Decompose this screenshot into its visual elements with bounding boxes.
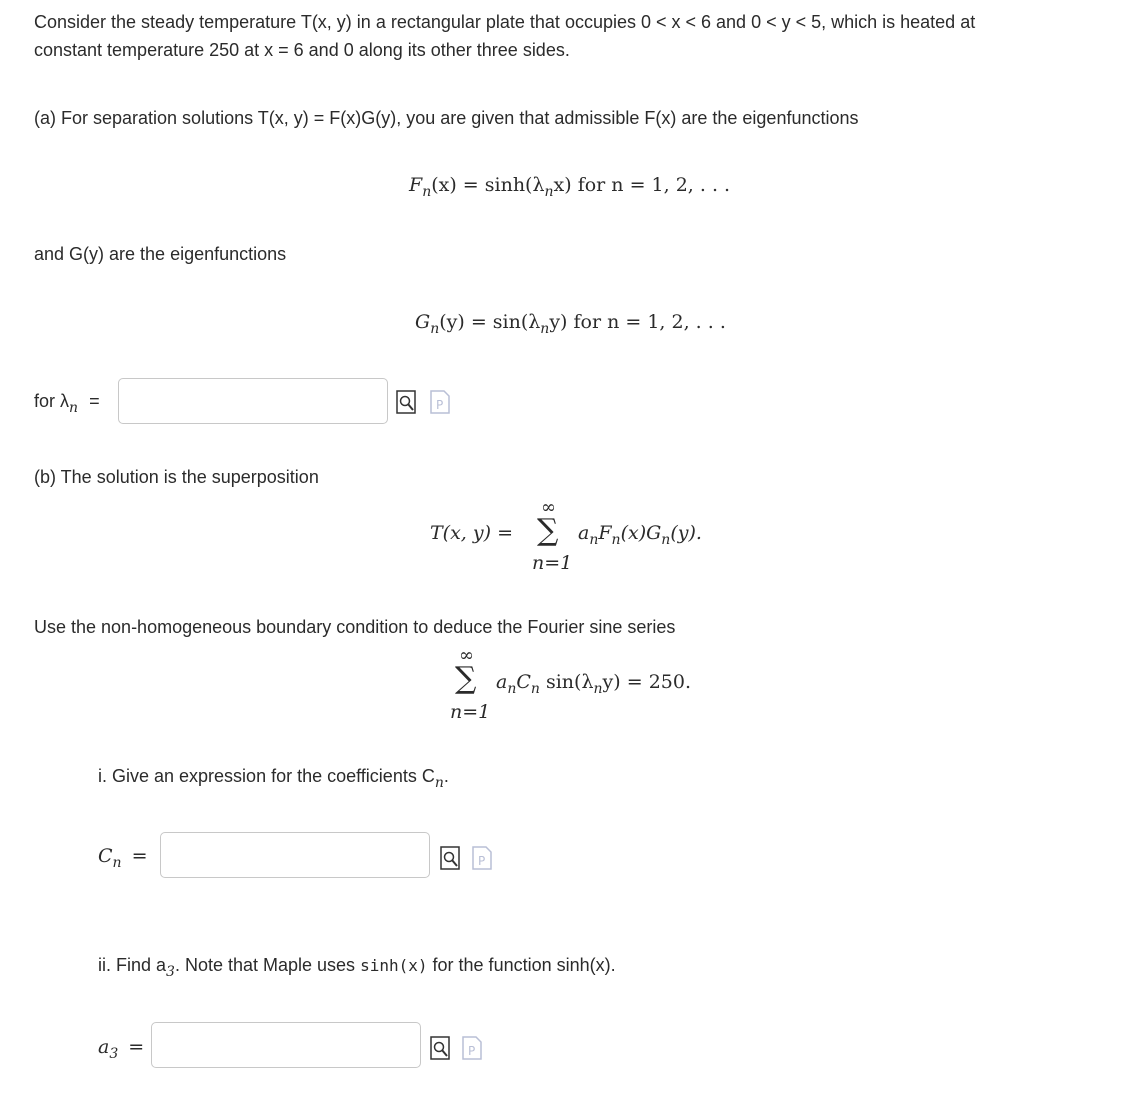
f-subscript: n — [422, 184, 432, 200]
sum-lhs — [430, 522, 513, 544]
fourier-c-sub: n — [530, 681, 540, 697]
maple-syntax-icon[interactable] — [430, 390, 450, 414]
fourier-bottom-limit: n=1 — [450, 701, 491, 723]
svg-text:P: P — [468, 1044, 476, 1058]
maple-syntax-icon[interactable] — [472, 846, 492, 870]
fourier-lambda-sub: n — [593, 681, 603, 697]
a3-label — [98, 1036, 145, 1062]
sum-term — [578, 522, 702, 548]
part-a-text: (a) For separation solutions T(x, y) = F(x)G(y), you are given that admissible F(x) are the eigenfunctions — [34, 108, 859, 128]
preview-icon[interactable] — [396, 390, 416, 414]
sum-lhs-text: T(x, y) = — [430, 522, 513, 544]
f-eq-rest: (x) = sinh(λ — [431, 174, 545, 196]
maple-syntax-icon[interactable] — [462, 1036, 482, 1060]
preview-icon[interactable] — [430, 1036, 450, 1060]
sum-g-sub: n — [661, 532, 671, 548]
sum-a: a — [578, 522, 590, 544]
cn-sub: n — [112, 855, 122, 871]
cn-input[interactable] — [160, 832, 430, 878]
f-eq-end: x) for n = 1, 2, . . . — [553, 174, 731, 196]
fourier-end: y) = 250. — [602, 671, 691, 693]
a3-eq: = — [128, 1036, 145, 1058]
fourier-sigma: ∑ — [455, 661, 477, 696]
intro-line-1: Consider the steady temperature T(x, y) in a rectangular plate that occupies 0 < x < 6 and 0 < y < 5, which is heated at — [34, 12, 976, 32]
use-bc-text: Use the non-homogeneous boundary condition to deduce the Fourier sine series — [34, 617, 676, 637]
part-i-sub: n — [434, 775, 444, 791]
lambda-label-subscript: n — [69, 400, 79, 416]
g-subscript: n — [430, 321, 440, 337]
part-b-text: (b) The solution is the superposition — [34, 467, 319, 487]
sum-sigma: ∑ — [537, 513, 559, 548]
f-lambda-subscript: n — [544, 184, 554, 200]
f-eigenfunction-eq — [409, 174, 731, 200]
part-ii-sub: 3 — [166, 964, 175, 980]
g-symbol: G — [415, 311, 431, 333]
a3-sub: 3 — [109, 1046, 119, 1062]
lambda-label — [34, 391, 100, 416]
fourier-top-limit: ∞ — [459, 645, 474, 666]
svg-text:P: P — [478, 854, 486, 868]
lambda-eq-sign: = — [89, 391, 100, 411]
cn-label — [98, 845, 148, 871]
part-i-text — [98, 766, 449, 791]
a3-input[interactable] — [151, 1022, 421, 1068]
part-ii-text-a: ii. Find a — [98, 955, 167, 975]
part-ii-code: sinh(x) — [360, 956, 428, 975]
sum-term-end: (y). — [670, 522, 702, 544]
g-eigenfunction-eq — [415, 311, 726, 337]
svg-text:P: P — [436, 398, 444, 412]
g-eq-rest: (y) = sin(λ — [439, 311, 541, 333]
sum-f-sub: n — [611, 532, 621, 548]
lambda-input[interactable] — [118, 378, 388, 424]
fourier-c: C — [516, 671, 531, 693]
sum-term-rest: (x)G — [620, 522, 662, 544]
fourier-sin: sin(λ — [545, 671, 594, 693]
f-symbol: F — [409, 174, 423, 196]
sum-f: F — [598, 522, 612, 544]
part-i-period: . — [443, 766, 449, 786]
fourier-a: a — [496, 671, 508, 693]
intro-line-2: constant temperature 250 at x = 6 and 0 along its other three sides. — [34, 40, 570, 60]
and-g-text: and G(y) are the eigenfunctions — [34, 244, 287, 264]
g-eq-end: y) for n = 1, 2, . . . — [549, 311, 726, 333]
sum-bottom-limit: n=1 — [532, 552, 573, 574]
fourier-a-sub: n — [507, 681, 517, 697]
a3-a: a — [98, 1036, 110, 1058]
part-ii-text — [98, 955, 616, 980]
sum-top-limit: ∞ — [541, 497, 556, 518]
lambda-label-text: for λ — [34, 391, 70, 411]
part-i-text-main: i. Give an expression for the coefficients C — [98, 766, 435, 786]
sum-a-sub: n — [589, 532, 599, 548]
part-ii-text-b: . Note that Maple uses — [174, 955, 356, 975]
cn-c: C — [98, 845, 113, 867]
fourier-term — [496, 671, 691, 697]
preview-icon[interactable] — [440, 846, 460, 870]
g-lambda-subscript: n — [540, 321, 550, 337]
part-ii-text-c: for the function sinh(x). — [432, 955, 616, 975]
cn-eq: = — [131, 845, 148, 867]
